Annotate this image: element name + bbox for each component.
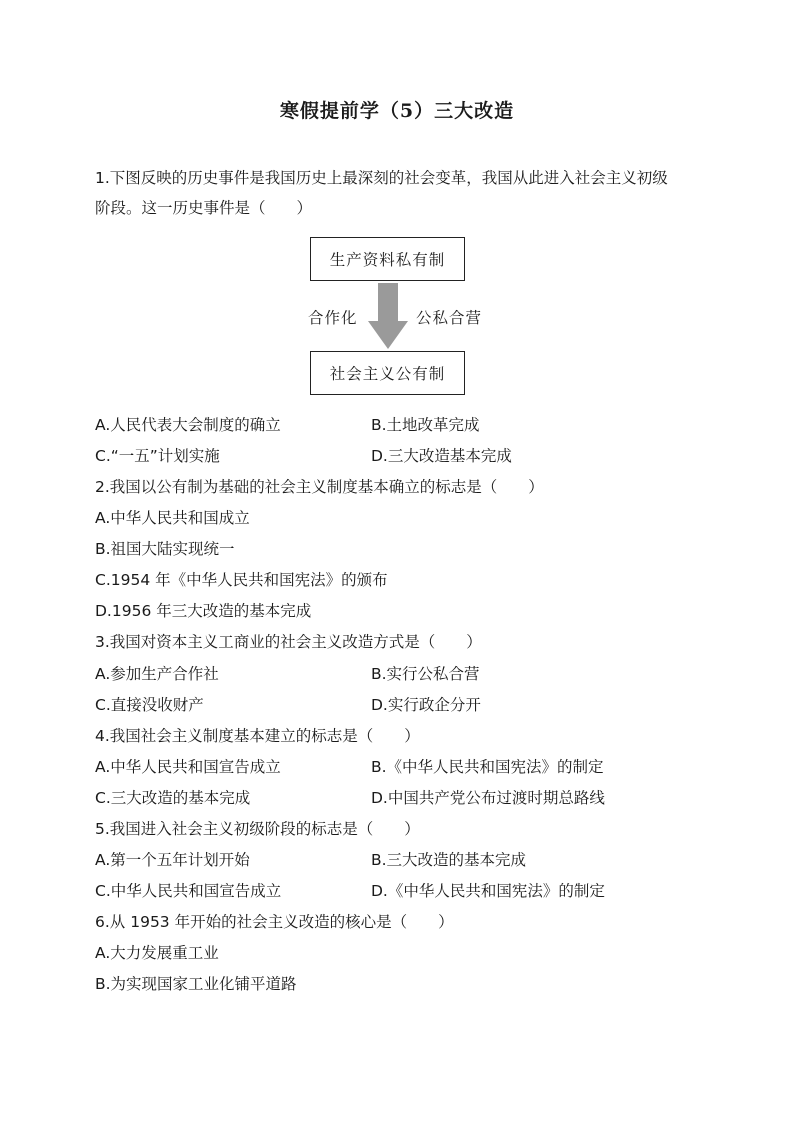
q4-option-c[interactable]: C.三大改造的基本完成 bbox=[95, 789, 251, 807]
q5-option-b[interactable]: B.三大改造的基本完成 bbox=[371, 851, 527, 869]
q3-option-a[interactable]: A.参加生产合作社 bbox=[95, 665, 219, 683]
q2-option-a[interactable]: A.中华人民共和国成立 bbox=[95, 509, 250, 527]
q6-option-b[interactable]: B.为实现国家工业化铺平道路 bbox=[95, 975, 297, 993]
q2-option-d[interactable]: D.1956 年三大改造的基本完成 bbox=[95, 602, 312, 620]
q5-stem: 5.我国进入社会主义初级阶段的标志是（ ） bbox=[95, 820, 420, 838]
q1-option-d[interactable]: D.三大改造基本完成 bbox=[371, 447, 512, 465]
page-title: 寒假提前学（5）三大改造 bbox=[279, 100, 515, 122]
down-arrow-icon bbox=[367, 283, 409, 351]
q6-option-a[interactable]: A.大力发展重工业 bbox=[95, 944, 219, 962]
diagram-bottom-box: 社会主义公有制 bbox=[310, 351, 465, 395]
q1-stem-line2: 阶段。这一历史事件是（ ） bbox=[95, 199, 313, 217]
diagram-left-label: 合作化 bbox=[308, 309, 358, 327]
q1-option-b[interactable]: B.土地改革完成 bbox=[371, 416, 480, 434]
q3-option-c[interactable]: C.直接没收财产 bbox=[95, 696, 204, 714]
diagram-top-box: 生产资料私有制 bbox=[310, 237, 465, 281]
diagram-right-label: 公私合营 bbox=[416, 309, 483, 327]
q1-option-a[interactable]: A.人民代表大会制度的确立 bbox=[95, 416, 281, 434]
q4-option-b[interactable]: B.《中华人民共和国宪法》的制定 bbox=[371, 758, 604, 776]
q5-option-c[interactable]: C.中华人民共和国宣告成立 bbox=[95, 882, 282, 900]
q2-option-b[interactable]: B.祖国大陆实现统一 bbox=[95, 540, 235, 558]
q2-option-c[interactable]: C.1954 年《中华人民共和国宪法》的颁布 bbox=[95, 571, 388, 589]
q3-option-b[interactable]: B.实行公私合营 bbox=[371, 665, 480, 683]
q5-option-a[interactable]: A.第一个五年计划开始 bbox=[95, 851, 250, 869]
q3-option-d[interactable]: D.实行政企分开 bbox=[371, 696, 481, 714]
q1-option-c[interactable]: C.“一五”计划实施 bbox=[95, 447, 220, 465]
q2-stem: 2.我国以公有制为基础的社会主义制度基本确立的标志是（ ） bbox=[95, 478, 544, 496]
q4-stem: 4.我国社会主义制度基本建立的标志是（ ） bbox=[95, 727, 420, 745]
q5-option-d[interactable]: D.《中华人民共和国宪法》的制定 bbox=[371, 882, 605, 900]
q3-stem: 3.我国对资本主义工商业的社会主义改造方式是（ ） bbox=[95, 633, 482, 651]
q1-stem-line1: 1.下图反映的历史事件是我国历史上最深刻的社会变革，我国从此进入社会主义初级 bbox=[95, 169, 668, 187]
q4-option-d[interactable]: D.中国共产党公布过渡时期总路线 bbox=[371, 789, 605, 807]
q6-stem: 6.从 1953 年开始的社会主义改造的核心是（ ） bbox=[95, 913, 454, 931]
q4-option-a[interactable]: A.中华人民共和国宣告成立 bbox=[95, 758, 281, 776]
